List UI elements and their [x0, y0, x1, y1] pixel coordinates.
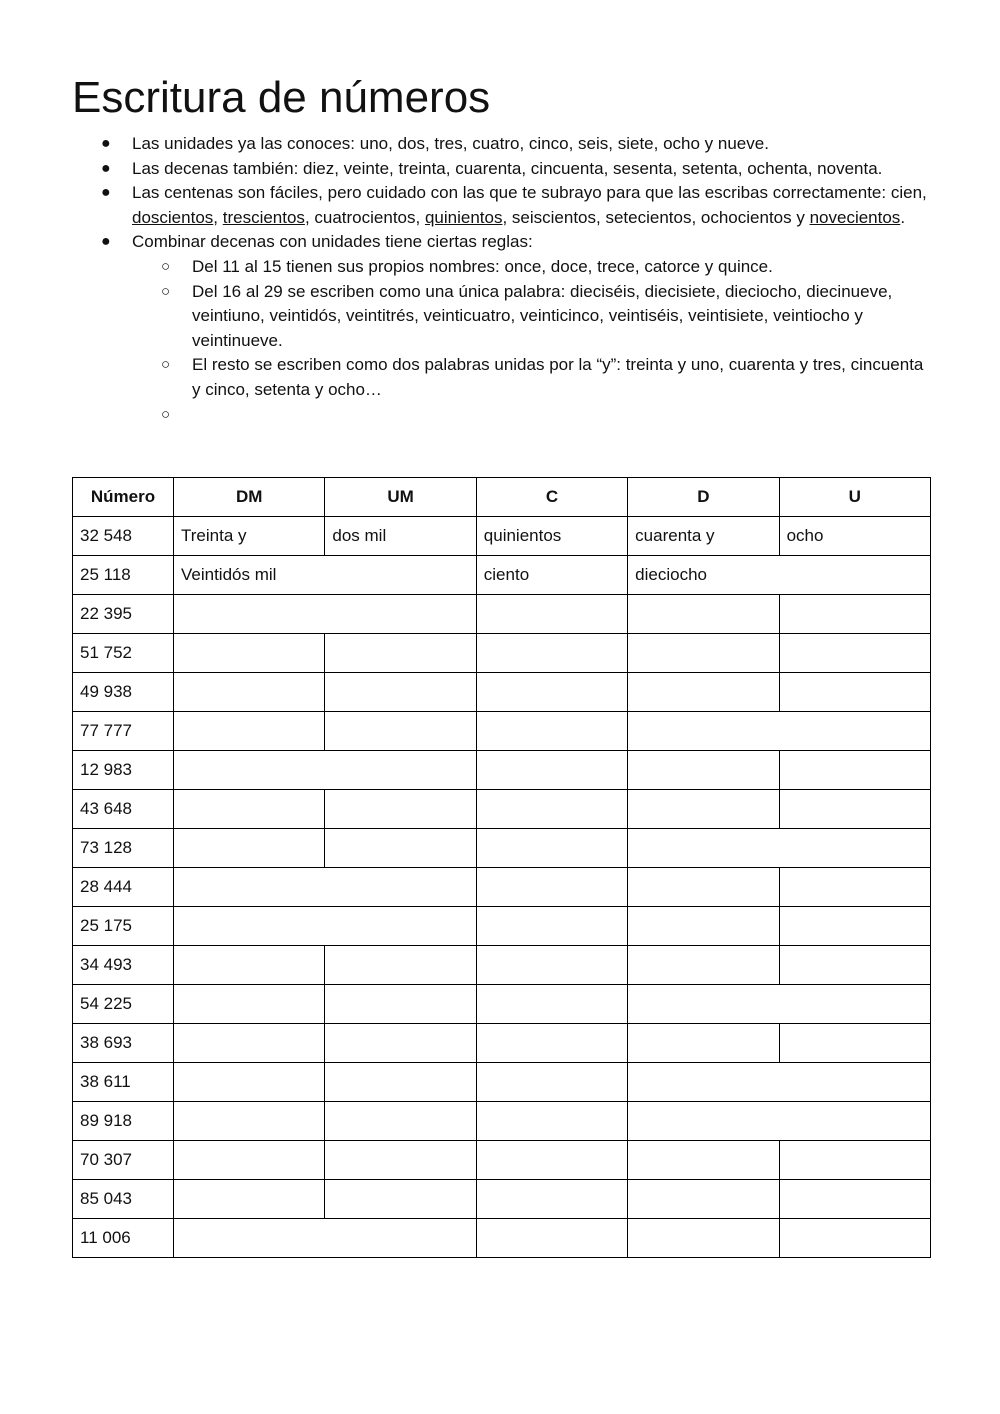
answer-blank-cell[interactable]	[779, 673, 930, 712]
answer-blank-cell[interactable]	[628, 751, 779, 790]
answer-blank-cell[interactable]	[325, 1141, 476, 1180]
answer-blank-cell[interactable]	[779, 907, 930, 946]
answer-blank-cell[interactable]	[628, 673, 779, 712]
number-cell: 22 395	[73, 595, 174, 634]
answer-blank-cell[interactable]	[325, 829, 476, 868]
answer-blank-cell[interactable]	[174, 868, 477, 907]
answer-blank-cell[interactable]	[628, 1102, 931, 1141]
table-row	[73, 1063, 931, 1102]
header-d: D	[628, 478, 779, 517]
rules-list	[72, 132, 930, 427]
answer-blank-cell[interactable]	[325, 985, 476, 1024]
answer-blank-cell[interactable]	[628, 790, 779, 829]
bullet-text: Las centenas son fáciles, pero cuidado con las que te subrayo para que las escribas correctamente: cien,	[132, 183, 927, 203]
bullet-text: Las unidades ya las conoces: uno, dos, tres, cuatro, cinco, seis, siete, ocho y nueve.	[132, 134, 769, 153]
answer-blank-cell[interactable]	[476, 751, 627, 790]
answer-blank-cell[interactable]	[174, 985, 325, 1024]
number-cell: 73 128	[73, 829, 174, 868]
number-cell: 43 648	[73, 790, 174, 829]
answer-blank-cell[interactable]	[628, 946, 779, 985]
answer-blank-cell[interactable]	[174, 673, 325, 712]
answer-blank-cell[interactable]	[174, 907, 477, 946]
answer-blank-cell[interactable]	[779, 1141, 930, 1180]
number-cell: 38 611	[73, 1063, 174, 1102]
sub-list-item	[132, 280, 930, 354]
sub-list-item	[132, 353, 930, 402]
table-row	[73, 907, 931, 946]
answer-cell: dos mil	[325, 517, 476, 556]
number-cell: 12 983	[73, 751, 174, 790]
underlined-word: quinientos	[424, 207, 503, 227]
answer-blank-cell[interactable]	[628, 634, 779, 673]
table-row	[73, 1141, 931, 1180]
bullet-text: Combinar decenas con unidades tiene ciertas reglas:	[132, 232, 533, 252]
table-row	[73, 1102, 931, 1141]
table-row	[73, 985, 931, 1024]
answer-blank-cell[interactable]	[476, 907, 627, 946]
number-cell: 32 548	[73, 517, 174, 556]
answer-blank-cell[interactable]	[325, 790, 476, 829]
answer-blank-cell[interactable]	[174, 1063, 325, 1102]
page-title: Escritura de números	[72, 73, 491, 122]
header-c: C	[476, 478, 627, 517]
answer-blank-cell[interactable]	[174, 790, 325, 829]
bullet-text: , seiscientos, setecientos, ochocientos y	[502, 207, 810, 227]
bullet-icon: ●	[101, 184, 111, 202]
answer-blank-cell[interactable]	[779, 868, 930, 907]
answer-blank-cell[interactable]	[476, 1024, 627, 1063]
answer-blank-cell[interactable]	[325, 673, 476, 712]
answer-blank-cell[interactable]	[174, 1024, 325, 1063]
answer-blank-cell[interactable]	[325, 946, 476, 985]
table-header-row	[73, 478, 931, 517]
bullet-text: .	[900, 207, 906, 227]
answer-blank-cell[interactable]	[779, 790, 930, 829]
number-cell: 38 693	[73, 1024, 174, 1063]
list-item	[72, 181, 930, 230]
answer-blank-cell[interactable]	[476, 985, 627, 1024]
bullet-icon: ●	[101, 135, 111, 152]
answer-blank-cell[interactable]	[476, 946, 627, 985]
answer-blank-cell[interactable]	[476, 1141, 627, 1180]
answer-blank-cell[interactable]	[476, 1063, 627, 1102]
table-row	[73, 634, 931, 673]
table-row	[73, 751, 931, 790]
answer-blank-cell[interactable]	[476, 673, 627, 712]
header-um: UM	[325, 478, 476, 517]
circle-bullet-icon: ○	[161, 282, 171, 300]
sub-list-item	[132, 403, 930, 428]
answer-blank-cell[interactable]	[325, 712, 476, 751]
answer-blank-cell[interactable]	[325, 634, 476, 673]
answer-blank-cell[interactable]	[628, 1141, 779, 1180]
document-body	[72, 70, 930, 427]
answer-blank-cell[interactable]	[779, 946, 930, 985]
underlined-word: novecientos	[809, 207, 901, 227]
answer-cell: Treinta y	[174, 517, 325, 556]
sub-bullet-text	[192, 405, 197, 424]
table-row	[73, 1219, 931, 1258]
circle-bullet-icon: ○	[161, 405, 171, 423]
table-row	[73, 712, 931, 751]
answer-cell: quinientos	[476, 517, 627, 556]
number-cell: 54 225	[73, 985, 174, 1024]
underlined-word: trescientos	[222, 207, 305, 227]
circle-bullet-icon: ○	[161, 257, 171, 275]
answer-blank-cell[interactable]	[476, 712, 627, 751]
answer-blank-cell[interactable]	[476, 634, 627, 673]
answer-blank-cell[interactable]	[628, 868, 779, 907]
answer-blank-cell[interactable]	[174, 712, 325, 751]
answer-blank-cell[interactable]	[779, 751, 930, 790]
answer-blank-cell[interactable]	[174, 946, 325, 985]
number-cell: 34 493	[73, 946, 174, 985]
bullet-text: Las decenas también: diez, veinte, treinta, cuarenta, cincuenta, sesenta, setenta, ochenta, noventa.	[132, 158, 883, 178]
answer-blank-cell[interactable]	[174, 1141, 325, 1180]
sub-list-item	[132, 255, 930, 280]
answer-cell: cuarenta y	[628, 517, 779, 556]
number-cell: 77 777	[73, 712, 174, 751]
table-row	[73, 673, 931, 712]
answer-blank-cell[interactable]	[174, 751, 477, 790]
answer-blank-cell[interactable]	[628, 712, 931, 751]
answer-blank-cell[interactable]	[628, 1063, 931, 1102]
answer-blank-cell[interactable]	[174, 1219, 477, 1258]
answer-blank-cell[interactable]	[628, 1180, 779, 1219]
number-cell: 28 444	[73, 868, 174, 907]
answer-blank-cell[interactable]	[174, 829, 325, 868]
sub-list	[132, 255, 930, 427]
answer-blank-cell[interactable]	[174, 595, 477, 634]
list-item	[72, 157, 930, 182]
bullet-text: , cuatrocientos,	[304, 207, 425, 227]
table-body	[73, 517, 931, 1258]
answer-blank-cell[interactable]	[779, 595, 930, 634]
answer-blank-cell[interactable]	[628, 595, 779, 634]
number-cell: 25 118	[73, 556, 174, 595]
number-cell: 25 175	[73, 907, 174, 946]
list-item	[72, 230, 930, 427]
header-numero: Número	[73, 478, 174, 517]
answer-blank-cell[interactable]	[174, 1180, 325, 1219]
answer-blank-cell[interactable]	[476, 1180, 627, 1219]
table-row	[73, 1180, 931, 1219]
number-cell: 49 938	[73, 673, 174, 712]
header-dm: DM	[174, 478, 325, 517]
answer-blank-cell[interactable]	[325, 1180, 476, 1219]
sub-bullet-text: El resto se escriben como dos palabras unidas por la “y”: treinta y uno, cuarenta y tres, cincuenta y cinco, setenta y ocho…	[192, 355, 924, 399]
answer-blank-cell[interactable]	[325, 1024, 476, 1063]
sub-bullet-text: Del 16 al 29 se escriben como una única palabra: dieciséis, diecisiete, dieciocho, diecinueve, veintiuno, veintidós, veintitrés, veinticuatro, veinticinco, veintiséis, veintisiete, veintiocho y veintinueve.	[192, 281, 893, 350]
answer-cell: ocho	[779, 517, 930, 556]
table-row	[73, 517, 931, 556]
answer-blank-cell[interactable]	[174, 1102, 325, 1141]
table-row	[73, 595, 931, 634]
answer-blank-cell[interactable]	[779, 634, 930, 673]
number-cell: 89 918	[73, 1102, 174, 1141]
answer-blank-cell[interactable]	[779, 1219, 930, 1258]
answer-blank-cell[interactable]	[476, 829, 627, 868]
answer-blank-cell[interactable]	[325, 1102, 476, 1141]
number-cell: 70 307	[73, 1141, 174, 1180]
table-row	[73, 829, 931, 868]
answer-blank-cell[interactable]	[325, 1063, 476, 1102]
table-row	[73, 790, 931, 829]
answer-blank-cell[interactable]	[628, 985, 931, 1024]
header-u: U	[779, 478, 930, 517]
answer-blank-cell[interactable]	[174, 634, 325, 673]
bullet-text: ,	[213, 207, 223, 227]
answer-blank-cell[interactable]	[476, 1219, 627, 1258]
underlined-word: doscientos	[132, 207, 214, 227]
answer-blank-cell[interactable]	[476, 790, 627, 829]
bullet-icon: ●	[101, 159, 111, 177]
table-row	[73, 1024, 931, 1063]
sub-bullet-text: Del 11 al 15 tienen sus propios nombres: once, doce, trece, catorce y quince.	[192, 256, 773, 276]
answer-cell: dieciocho	[628, 556, 931, 595]
table-row	[73, 946, 931, 985]
table-row	[73, 556, 931, 595]
number-cell: 51 752	[73, 634, 174, 673]
answer-blank-cell[interactable]	[779, 1024, 930, 1063]
number-cell: 11 006	[73, 1219, 174, 1258]
bullet-icon: ●	[101, 233, 111, 251]
list-item	[72, 132, 930, 157]
number-cell: 85 043	[73, 1180, 174, 1219]
answer-cell: ciento	[476, 556, 627, 595]
answer-blank-cell[interactable]	[476, 595, 627, 634]
answer-cell: Veintidós mil	[174, 556, 477, 595]
answer-blank-cell[interactable]	[628, 907, 779, 946]
circle-bullet-icon: ○	[161, 356, 171, 374]
answer-blank-cell[interactable]	[628, 1024, 779, 1063]
table-row	[73, 868, 931, 907]
answer-blank-cell[interactable]	[476, 1102, 627, 1141]
answer-blank-cell[interactable]	[476, 868, 627, 907]
answer-blank-cell[interactable]	[779, 1180, 930, 1219]
answer-blank-cell[interactable]	[628, 1219, 779, 1258]
answer-blank-cell[interactable]	[628, 829, 931, 868]
numbers-table	[72, 477, 931, 1258]
